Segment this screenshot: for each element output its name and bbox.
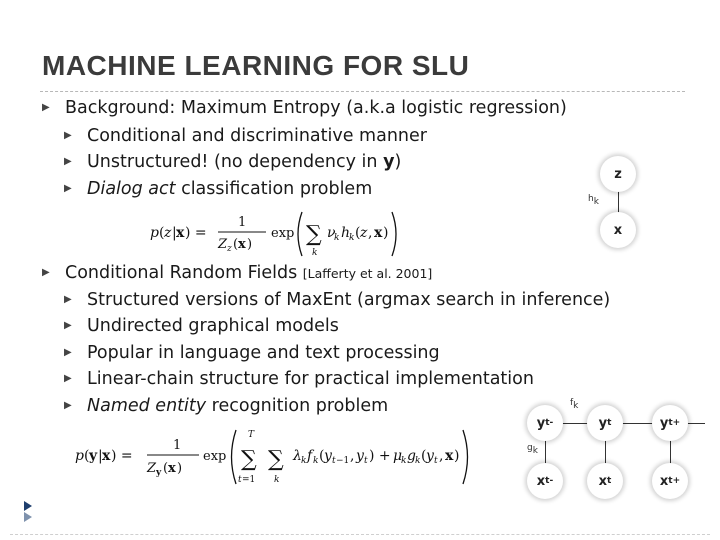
svg-text:y: y bbox=[89, 448, 98, 464]
maxent-edge-label: $h_k$ bbox=[588, 194, 599, 207]
svg-text:) +: ) + bbox=[369, 448, 391, 464]
sub-bullet-conditional: Conditional and discriminative manner bbox=[87, 126, 427, 146]
svg-text:(: ( bbox=[319, 448, 325, 464]
sub-bullet-unstructured: Unstructured! (no dependency in y) bbox=[87, 152, 402, 172]
svg-text:(: ( bbox=[233, 237, 239, 252]
svg-text:k: k bbox=[415, 456, 421, 466]
svg-text:x: x bbox=[238, 237, 246, 252]
svg-text:x: x bbox=[102, 448, 111, 464]
sub-bullet-undirected: Undirected graphical models bbox=[87, 316, 339, 336]
sub-bullet-triangle-icon: ▶ bbox=[64, 183, 72, 194]
svg-text:Z: Z bbox=[147, 461, 157, 476]
svg-text:T: T bbox=[248, 430, 255, 440]
svg-text:1: 1 bbox=[173, 438, 182, 453]
svg-text:=1: =1 bbox=[242, 475, 256, 485]
svg-text:x: x bbox=[374, 225, 383, 241]
crf-node-y-next: y t+ bbox=[652, 405, 688, 441]
svg-text:∑: ∑ bbox=[241, 447, 257, 472]
sub-bullet-triangle-icon: ▶ bbox=[64, 320, 72, 331]
svg-text:p: p bbox=[150, 225, 159, 241]
sub-bullet-triangle-icon: ▶ bbox=[64, 294, 72, 305]
svg-text:y: y bbox=[356, 448, 364, 464]
svg-text:(: ( bbox=[421, 448, 427, 464]
svg-text:z: z bbox=[227, 244, 232, 254]
bottom-divider bbox=[10, 534, 710, 535]
bullet-maxent: Background: Maximum Entropy (a.k.a logistic regression) bbox=[65, 98, 567, 118]
svg-text:f: f bbox=[307, 448, 313, 464]
svg-text:): ) bbox=[177, 461, 183, 476]
svg-text:t: t bbox=[434, 456, 438, 466]
sub-bullet-triangle-icon: ▶ bbox=[64, 347, 72, 358]
svg-text:k: k bbox=[313, 456, 319, 466]
sub-bullet-triangle-icon: ▶ bbox=[64, 373, 72, 384]
title-divider bbox=[40, 91, 685, 92]
svg-text:): ) bbox=[383, 225, 389, 241]
svg-text:∑: ∑ bbox=[268, 447, 284, 472]
svg-text:∑: ∑ bbox=[306, 222, 322, 247]
svg-text:−1: −1 bbox=[336, 456, 350, 466]
svg-text:t: t bbox=[332, 456, 336, 466]
svg-text:z: z bbox=[360, 225, 368, 241]
svg-text:x: x bbox=[168, 461, 176, 476]
svg-text:k: k bbox=[274, 475, 280, 485]
maxent-equation-svg bbox=[150, 208, 430, 260]
svg-text:t: t bbox=[238, 475, 242, 485]
svg-text:(: ( bbox=[159, 225, 165, 241]
svg-text:): ) bbox=[247, 237, 253, 252]
svg-text:) =: ) = bbox=[111, 448, 133, 464]
svg-text:x: x bbox=[445, 448, 454, 464]
maxent-node-x: x bbox=[600, 212, 636, 248]
crf-equation-svg bbox=[75, 426, 510, 488]
svg-text:k: k bbox=[312, 248, 318, 258]
sub-bullet-dialog-act: Dialog act classification problem bbox=[87, 179, 373, 199]
sub-bullet-structured: Structured versions of MaxEnt (argmax search in inference) bbox=[87, 290, 611, 310]
crf-node-x-prev: x t- bbox=[527, 463, 563, 499]
svg-text:|: | bbox=[98, 448, 103, 464]
svg-text:k: k bbox=[349, 233, 355, 243]
svg-text:(: ( bbox=[355, 225, 361, 241]
sub-bullet-triangle-icon: ▶ bbox=[64, 400, 72, 411]
svg-text:g: g bbox=[407, 448, 416, 464]
svg-text:Z: Z bbox=[218, 237, 228, 252]
corner-chevrons-icon bbox=[22, 500, 44, 522]
crf-edge-label-g: $g_k$ bbox=[527, 443, 538, 456]
crf-equation bbox=[75, 426, 510, 492]
slide-title: MACHINE LEARNING FOR SLU bbox=[42, 50, 470, 81]
svg-text:y: y bbox=[426, 448, 434, 464]
svg-text:,: , bbox=[350, 448, 355, 464]
bullet-triangle-icon: ▶ bbox=[42, 102, 50, 113]
svg-text:,: , bbox=[439, 448, 444, 464]
svg-text:): ) bbox=[454, 448, 460, 464]
svg-text:t: t bbox=[364, 456, 368, 466]
svg-text:k: k bbox=[334, 233, 340, 243]
svg-text:(: ( bbox=[163, 461, 169, 476]
svg-text:y: y bbox=[156, 468, 162, 478]
sub-bullet-triangle-icon: ▶ bbox=[64, 130, 72, 141]
svg-text:|: | bbox=[172, 225, 177, 241]
sub-bullet-popular: Popular in language and text processing bbox=[87, 343, 440, 363]
svg-text:k: k bbox=[401, 456, 407, 466]
svg-text:exp: exp bbox=[203, 449, 227, 464]
svg-text:μ: μ bbox=[393, 448, 403, 464]
crf-node-y-prev: y t- bbox=[527, 405, 563, 441]
svg-text:,: , bbox=[368, 225, 373, 241]
svg-text:) =: ) = bbox=[185, 225, 207, 241]
svg-text:exp: exp bbox=[271, 226, 295, 241]
svg-text:(: ( bbox=[84, 448, 90, 464]
svg-text:ν: ν bbox=[327, 225, 336, 241]
maxent-node-z: z bbox=[600, 156, 636, 192]
svg-text:p: p bbox=[75, 448, 84, 464]
crf-node-x-t: x t bbox=[587, 463, 623, 499]
bullet-triangle-icon: ▶ bbox=[42, 267, 50, 278]
crf-node-x-next: x t+ bbox=[652, 463, 688, 499]
sub-bullet-ner: Named entity recognition problem bbox=[87, 396, 389, 416]
bullet-crf: Conditional Random Fields [Lafferty et al. 2001] bbox=[65, 263, 433, 283]
svg-text:1: 1 bbox=[238, 215, 247, 230]
svg-text:k: k bbox=[301, 456, 307, 466]
sub-bullet-triangle-icon: ▶ bbox=[64, 156, 72, 167]
sub-bullet-linear-chain: Linear-chain structure for practical implementation bbox=[87, 369, 534, 389]
maxent-equation bbox=[150, 208, 430, 264]
svg-text:h: h bbox=[341, 225, 351, 241]
svg-text:z: z bbox=[164, 225, 172, 241]
svg-text:y: y bbox=[324, 448, 332, 464]
crf-node-y-t: y t bbox=[587, 405, 623, 441]
crf-edge-label-f: $f_k$ bbox=[570, 398, 579, 411]
svg-text:λ: λ bbox=[293, 448, 302, 464]
svg-text:x: x bbox=[176, 225, 185, 241]
